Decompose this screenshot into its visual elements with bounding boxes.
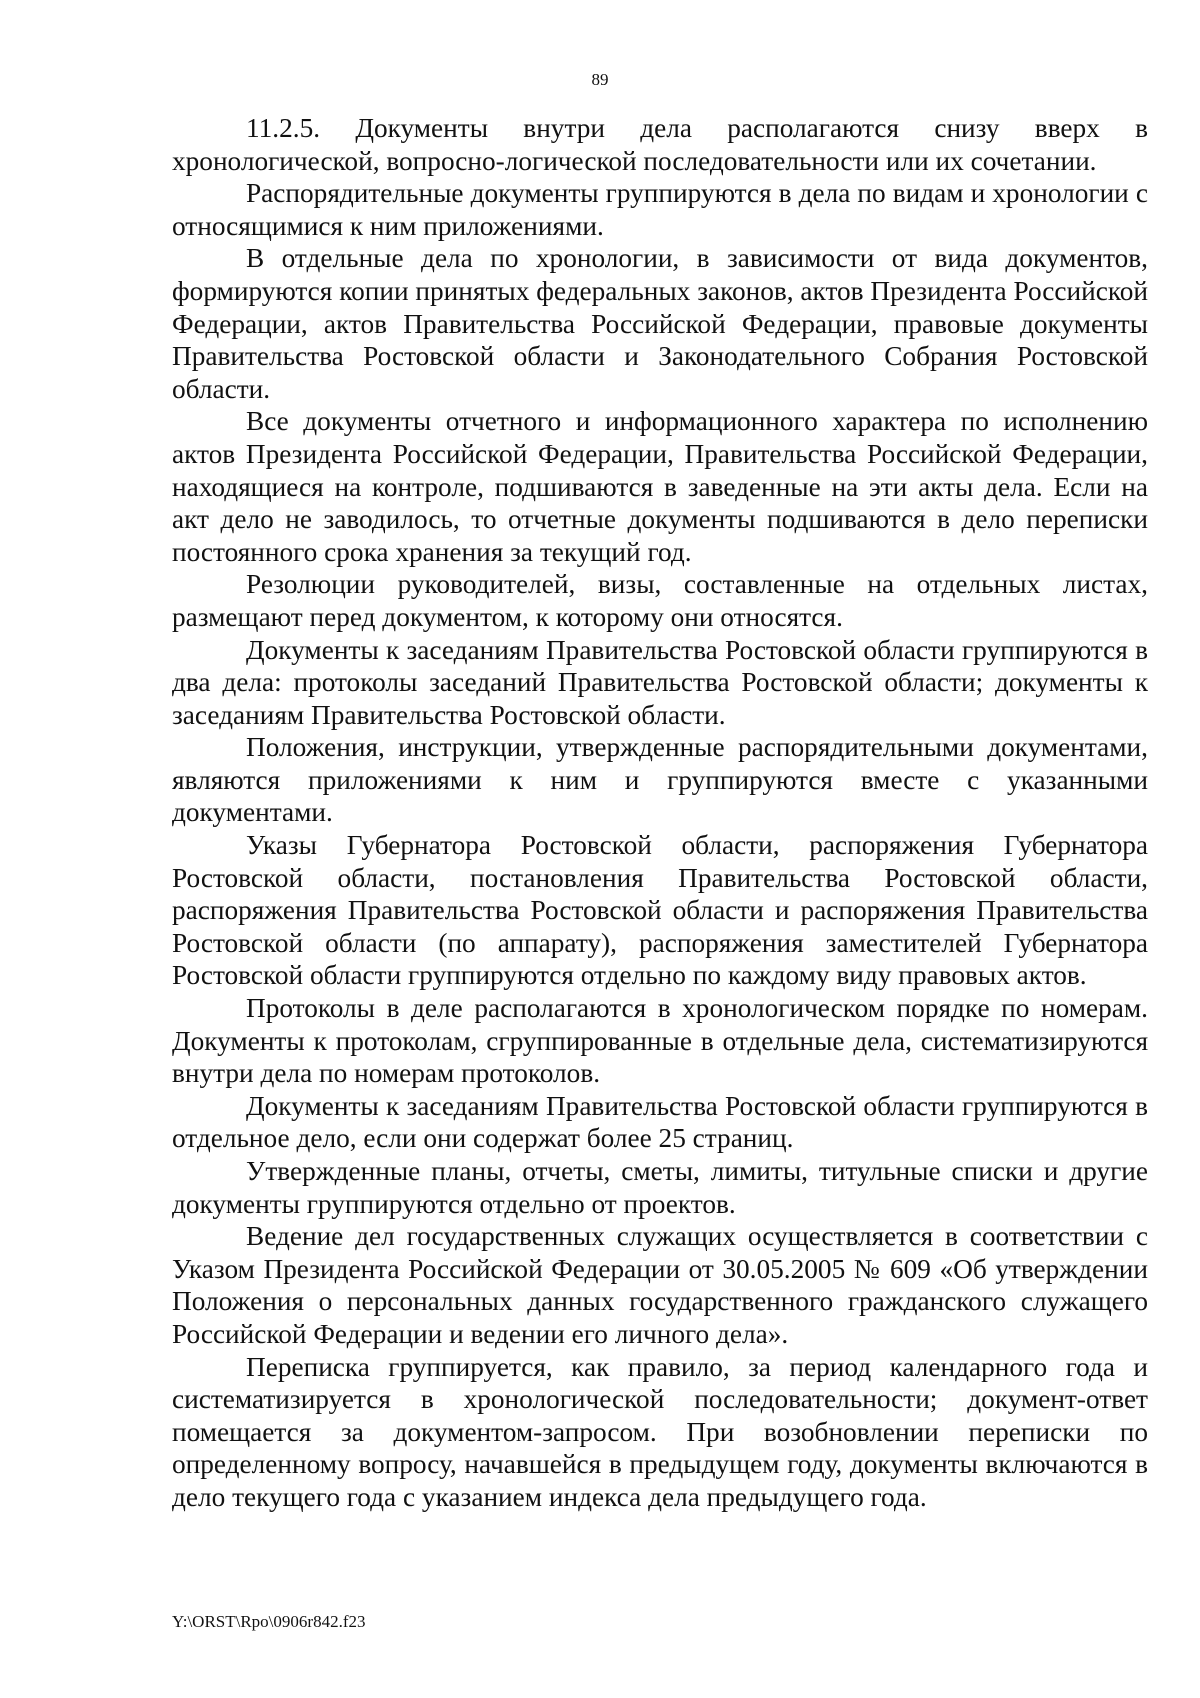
paragraph: Протоколы в деле располагаются в хронологическом порядке по номерам. Документы к протоколам, сгруппированные в отдельные дела, систематизируются внутри дела по номерам протоколов.	[172, 993, 1148, 1089]
footer-file-path: Y:\ORST\Rpo\0906r842.f23	[172, 1612, 366, 1631]
paragraph: Положения, инструкции, утвержденные распорядительными документами, являются приложениями к ним и группируются вместе с указанными документами.	[172, 732, 1148, 828]
paragraph: Ведение дел государственных служащих осуществляется в соответствии с Указом Президента Российской Федерации от 30.05.2005 № 609 «Об утверждении Положения о персональных данных государственного гражданского служащего Российской Федерации и ведении его личного дела».	[172, 1221, 1148, 1349]
paragraph: Все документы отчетного и информационного характера по исполнению актов Президента Российской Федерации, Правительства Российской Федерации, находящиеся на контроле, подшиваются в заведенные на эти акты дела. Если на акт дело не заводилось, то отчетные документы подшиваются в дело переписки постоянного срока хранения за текущий год.	[172, 406, 1148, 567]
paragraph: Указы Губернатора Ростовской области, распоряжения Губернатора Ростовской области, постановления Правительства Ростовской области, распоряжения Правительства Ростовской области и распоряжения Правительства Ростовской области (по аппарату), распоряжения заместителей Губернатора Ростовской области группируются отдельно по каждому виду правовых актов.	[172, 830, 1148, 991]
paragraph: В отдельные дела по хронологии, в зависимости от вида документов, формируются копии принятых федеральных законов, актов Президента Российской Федерации, актов Правительства Российской Федерации, правовые документы Правительства Ростовской области и Законодательного Собрания Ростовской области.	[172, 243, 1148, 404]
document-body	[172, 112, 1148, 1514]
page-number: 89	[591, 70, 609, 89]
paragraph: Резолюции руководителей, визы, составленные на отдельных листах, размещают перед документом, к которому они относятся.	[172, 569, 1148, 632]
paragraph: Документы к заседаниям Правительства Ростовской области группируются в два дела: протоколы заседаний Правительства Ростовской области; документы к заседаниям Правительства Ростовской области.	[172, 634, 1148, 730]
paragraph: 11.2.5. Документы внутри дела располагаются снизу вверх в хронологической, вопросно-логической последовательности или их сочетании.	[172, 113, 1148, 176]
paragraph: Утвержденные планы, отчеты, сметы, лимиты, титульные списки и другие документы группируются отдельно от проектов.	[172, 1156, 1148, 1219]
paragraph: Распорядительные документы группируются в дела по видам и хронологии с относящимися к ним приложениями.	[172, 178, 1148, 241]
paragraph: Документы к заседаниям Правительства Ростовской области группируются в отдельное дело, если они содержат более 25 страниц.	[172, 1090, 1148, 1154]
paragraph: Переписка группируется, как правило, за период календарного года и систематизируется в хронологической последовательности; документ-ответ помещается за документом-запросом. При возобновлении переписки по определенному вопросу, начавшейся в предыдущем году, документы включаются в дело текущего года с указанием индекса дела предыдущего года.	[172, 1351, 1148, 1512]
